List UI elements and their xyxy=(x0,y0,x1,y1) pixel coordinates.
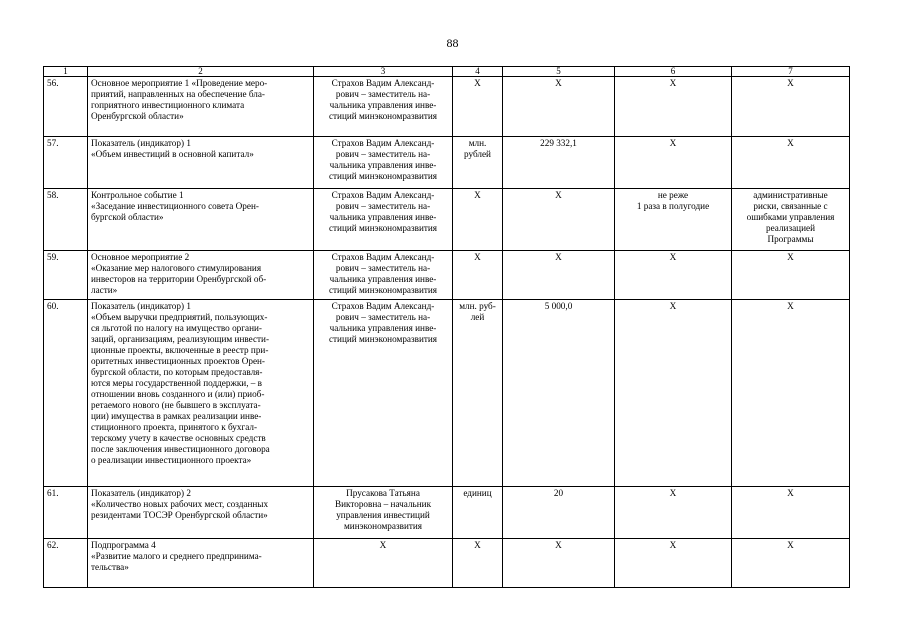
column-header: 5 xyxy=(503,67,615,77)
row-deadline: Х xyxy=(615,487,732,539)
row-responsible: Прусакова Татьяна Викторовна – начальник управления инвестиций минэкономразвития xyxy=(314,487,453,539)
row-number: 56. xyxy=(44,77,88,137)
header-row xyxy=(44,67,850,77)
row-value: 5 000,0 xyxy=(503,300,615,487)
row-unit: млн. руб- лей xyxy=(453,300,503,487)
row-number: 61. xyxy=(44,487,88,539)
row-value: Х xyxy=(503,539,615,588)
row-unit: Х xyxy=(453,539,503,588)
row-deadline: Х xyxy=(615,539,732,588)
row-number: 58. xyxy=(44,189,88,251)
row-title: Показатель (индикатор) 1 «Объем инвестиций в основной капитал» xyxy=(88,137,314,189)
row-risks: Х xyxy=(732,487,850,539)
page-number: 88 xyxy=(446,36,459,50)
row-responsible: Страхов Вадим Александ- рович – заместитель на- чальника управления инве- стиций минэкономразвития xyxy=(314,189,453,251)
row-responsible: Страхов Вадим Александ- рович – заместитель на- чальника управления инве- стиций минэкономразвития xyxy=(314,251,453,300)
row-value: Х xyxy=(503,251,615,300)
row-deadline: не реже 1 раза в полугодие xyxy=(615,189,732,251)
table-row xyxy=(44,300,850,487)
row-number: 59. xyxy=(44,251,88,300)
row-title: Основное мероприятие 2 «Оказание мер налогового стимулирования инвесторов на территории Оренбургской об- ласти» xyxy=(88,251,314,300)
row-responsible: Страхов Вадим Александ- рович – заместитель на- чальника управления инве- стиций минэкономразвития xyxy=(314,300,453,487)
row-title: Показатель (индикатор) 1 «Объем выручки предприятий, пользующих- ся льготой по налогу на имущество органи- заций, организациям, реализующим инвести- ционные проекты, включенные в реестр при- оритетных инвестиционных проектов Орен- бургской области, по которым предоставля- ются меры государственной поддержки, – в отношении вновь созданного и (или) приоб- ретаемого нового (не бывшего в эксплуата- ции) имущества в рамках реализации инве- стиционного проекта, принятого к бухгал- терскому учету в качестве основных средств после заключения инвестиционного договора о реализации инвестиционного проекта» xyxy=(88,300,314,487)
row-value: 229 332,1 xyxy=(503,137,615,189)
row-value: 20 xyxy=(503,487,615,539)
row-deadline: Х xyxy=(615,251,732,300)
program-table xyxy=(43,66,850,588)
row-deadline: Х xyxy=(615,77,732,137)
row-number: 57. xyxy=(44,137,88,189)
row-deadline: Х xyxy=(615,137,732,189)
column-header: 4 xyxy=(453,67,503,77)
row-title: Основное мероприятие 1 «Проведение меро- приятий, направленных на обеспечение бла- гоприятного инвестиционного климата Оренбургской области» xyxy=(88,77,314,137)
row-risks: административные риски, связанные с ошибками управления реализацией Программы xyxy=(732,189,850,251)
row-responsible: Х xyxy=(314,539,453,588)
row-unit: млн. рублей xyxy=(453,137,503,189)
row-title: Показатель (индикатор) 2 «Количество новых рабочих мест, созданных резидентами ТОСЭР Оренбургской области» xyxy=(88,487,314,539)
column-header: 6 xyxy=(615,67,732,77)
row-responsible: Страхов Вадим Александ- рович – заместитель на- чальника управления инве- стиций минэкономразвития xyxy=(314,137,453,189)
table-row xyxy=(44,137,850,189)
column-header: 3 xyxy=(314,67,453,77)
row-unit: Х xyxy=(453,77,503,137)
row-deadline: Х xyxy=(615,300,732,487)
row-risks: Х xyxy=(732,251,850,300)
row-risks: Х xyxy=(732,539,850,588)
column-header: 1 xyxy=(44,67,88,77)
row-number: 60. xyxy=(44,300,88,487)
row-title: Подпрограмма 4 «Развитие малого и среднего предпринима- тельства» xyxy=(88,539,314,588)
column-header: 2 xyxy=(88,67,314,77)
row-unit: единиц xyxy=(453,487,503,539)
row-responsible: Страхов Вадим Александ- рович – заместитель на- чальника управления инве- стиций минэкономразвития xyxy=(314,77,453,137)
table-row xyxy=(44,487,850,539)
table-row xyxy=(44,189,850,251)
row-number: 62. xyxy=(44,539,88,588)
table-row xyxy=(44,539,850,588)
table-row xyxy=(44,251,850,300)
row-unit: Х xyxy=(453,251,503,300)
row-value: Х xyxy=(503,189,615,251)
row-risks: Х xyxy=(732,137,850,189)
row-risks: Х xyxy=(732,300,850,487)
row-title: Контрольное событие 1 «Заседание инвестиционного совета Орен- бургской области» xyxy=(88,189,314,251)
row-unit: Х xyxy=(453,189,503,251)
row-value: Х xyxy=(503,77,615,137)
column-header: 7 xyxy=(732,67,850,77)
row-risks: Х xyxy=(732,77,850,137)
table-row xyxy=(44,77,850,137)
